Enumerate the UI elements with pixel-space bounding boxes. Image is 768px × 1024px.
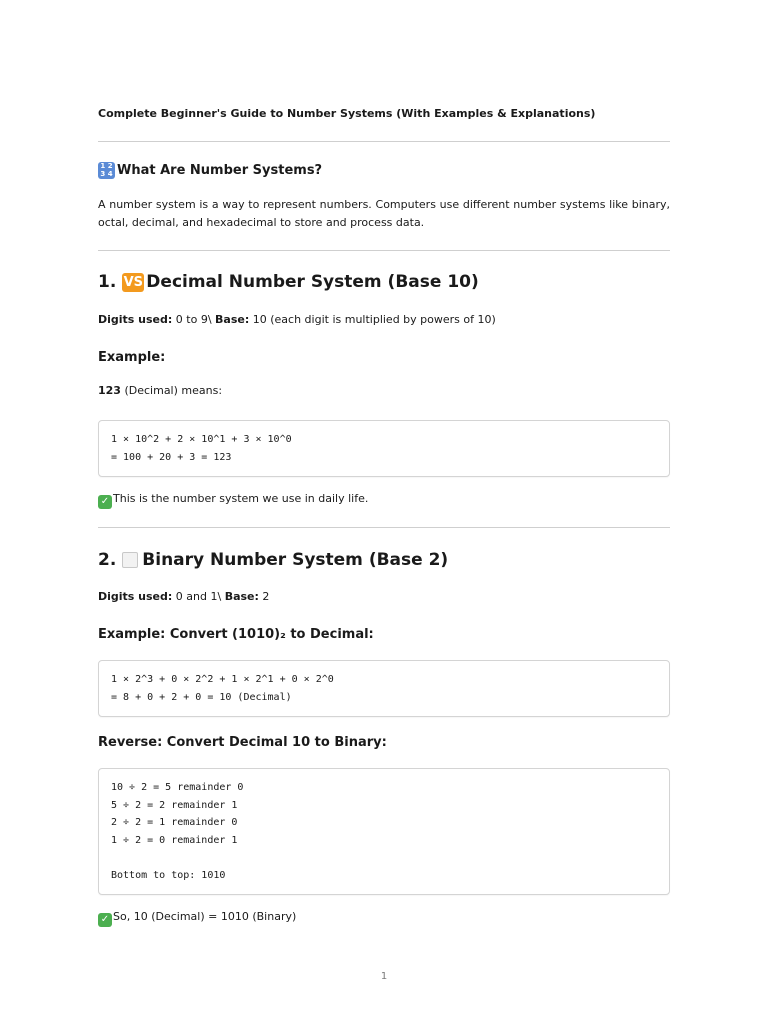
digits-label: Digits used: [98, 313, 173, 326]
binary-example-heading: Example: Convert (1010)₂ to Decimal: [98, 627, 374, 642]
reverse-heading: Reverse: Convert Decimal 10 to Binary: [98, 735, 387, 750]
example-number: 123 [98, 384, 121, 397]
code-block-decimal-to-binary [98, 768, 670, 895]
code-line: 1 × 10^2 + 2 × 10^1 + 3 × 10^0 [111, 434, 292, 445]
code-line: = 8 + 0 + 2 + 0 = 10 (Decimal) [111, 691, 292, 703]
base-label: Base: [215, 313, 250, 326]
heading-text: What Are Number Systems? [117, 163, 323, 178]
page-number: 1 [380, 971, 388, 982]
code-line: = 100 + 20 + 3 = 123 [111, 451, 232, 463]
digits-value: 0 to 9\ [172, 313, 216, 326]
divider [98, 250, 670, 251]
code-line: 5 ÷ 2 = 2 remainder 1 [111, 799, 238, 811]
document-title: Complete Beginner's Guide to Number Systems (With Examples & Explanations) [98, 107, 596, 120]
heading-text: Decimal Number System (Base 10) [146, 272, 479, 292]
intro-paragraph: A number system is a way to represent numbers. Computers use different number systems like binary, octal, decimal, and hexadecimal to store and process data. [98, 198, 670, 229]
divider [98, 141, 670, 142]
section-heading-what-are [98, 162, 322, 179]
note-text: So, 10 (Decimal) = 1010 (Binary) [113, 910, 297, 923]
decimal-example-heading: Example: [98, 350, 166, 365]
decimal-note [98, 490, 670, 509]
code-line: 1 × 2^3 + 0 × 2^2 + 1 × 2^1 + 0 × 2^0 [111, 674, 334, 685]
divider [98, 527, 670, 528]
vs-icon: VS [123, 274, 144, 290]
digits-label: Digits used: [98, 590, 173, 603]
decimal-digits-line [98, 311, 670, 329]
base-label: Base: [224, 590, 259, 603]
code-line [111, 849, 657, 867]
section-number: 2. [98, 550, 117, 570]
base-value: 2 [258, 590, 270, 603]
decimal-example-line [98, 382, 670, 400]
check-mark-icon: ✓ [98, 913, 112, 927]
section-heading-decimal [98, 272, 479, 292]
code-block-decimal [98, 420, 670, 477]
code-line: 1 ÷ 2 = 0 remainder 1 [111, 834, 238, 846]
code-line: 10 ÷ 2 = 5 remainder 0 [111, 782, 244, 793]
binary-note [98, 908, 670, 927]
example-text: (Decimal) means: [120, 384, 223, 397]
digits-value: 0 and 1\ [172, 590, 225, 603]
heading-text: Binary Number System (Base 2) [142, 550, 449, 570]
section-heading-binary [98, 550, 448, 570]
binary-digits-line [98, 588, 670, 606]
code-line: Bottom to top: 1010 [111, 869, 226, 881]
section-number: 1. [98, 272, 117, 292]
code-line: 2 ÷ 2 = 1 remainder 0 [111, 817, 238, 828]
check-mark-icon: ✓ [98, 495, 112, 509]
note-text: This is the number system we use in daily life. [113, 492, 369, 505]
input-numbers-icon: 1 2 3 4 [98, 162, 115, 179]
base-value: 10 (each digit is multiplied by powers of 10) [249, 313, 496, 326]
white-square-icon [122, 552, 138, 568]
code-block-binary-to-decimal [98, 660, 670, 717]
